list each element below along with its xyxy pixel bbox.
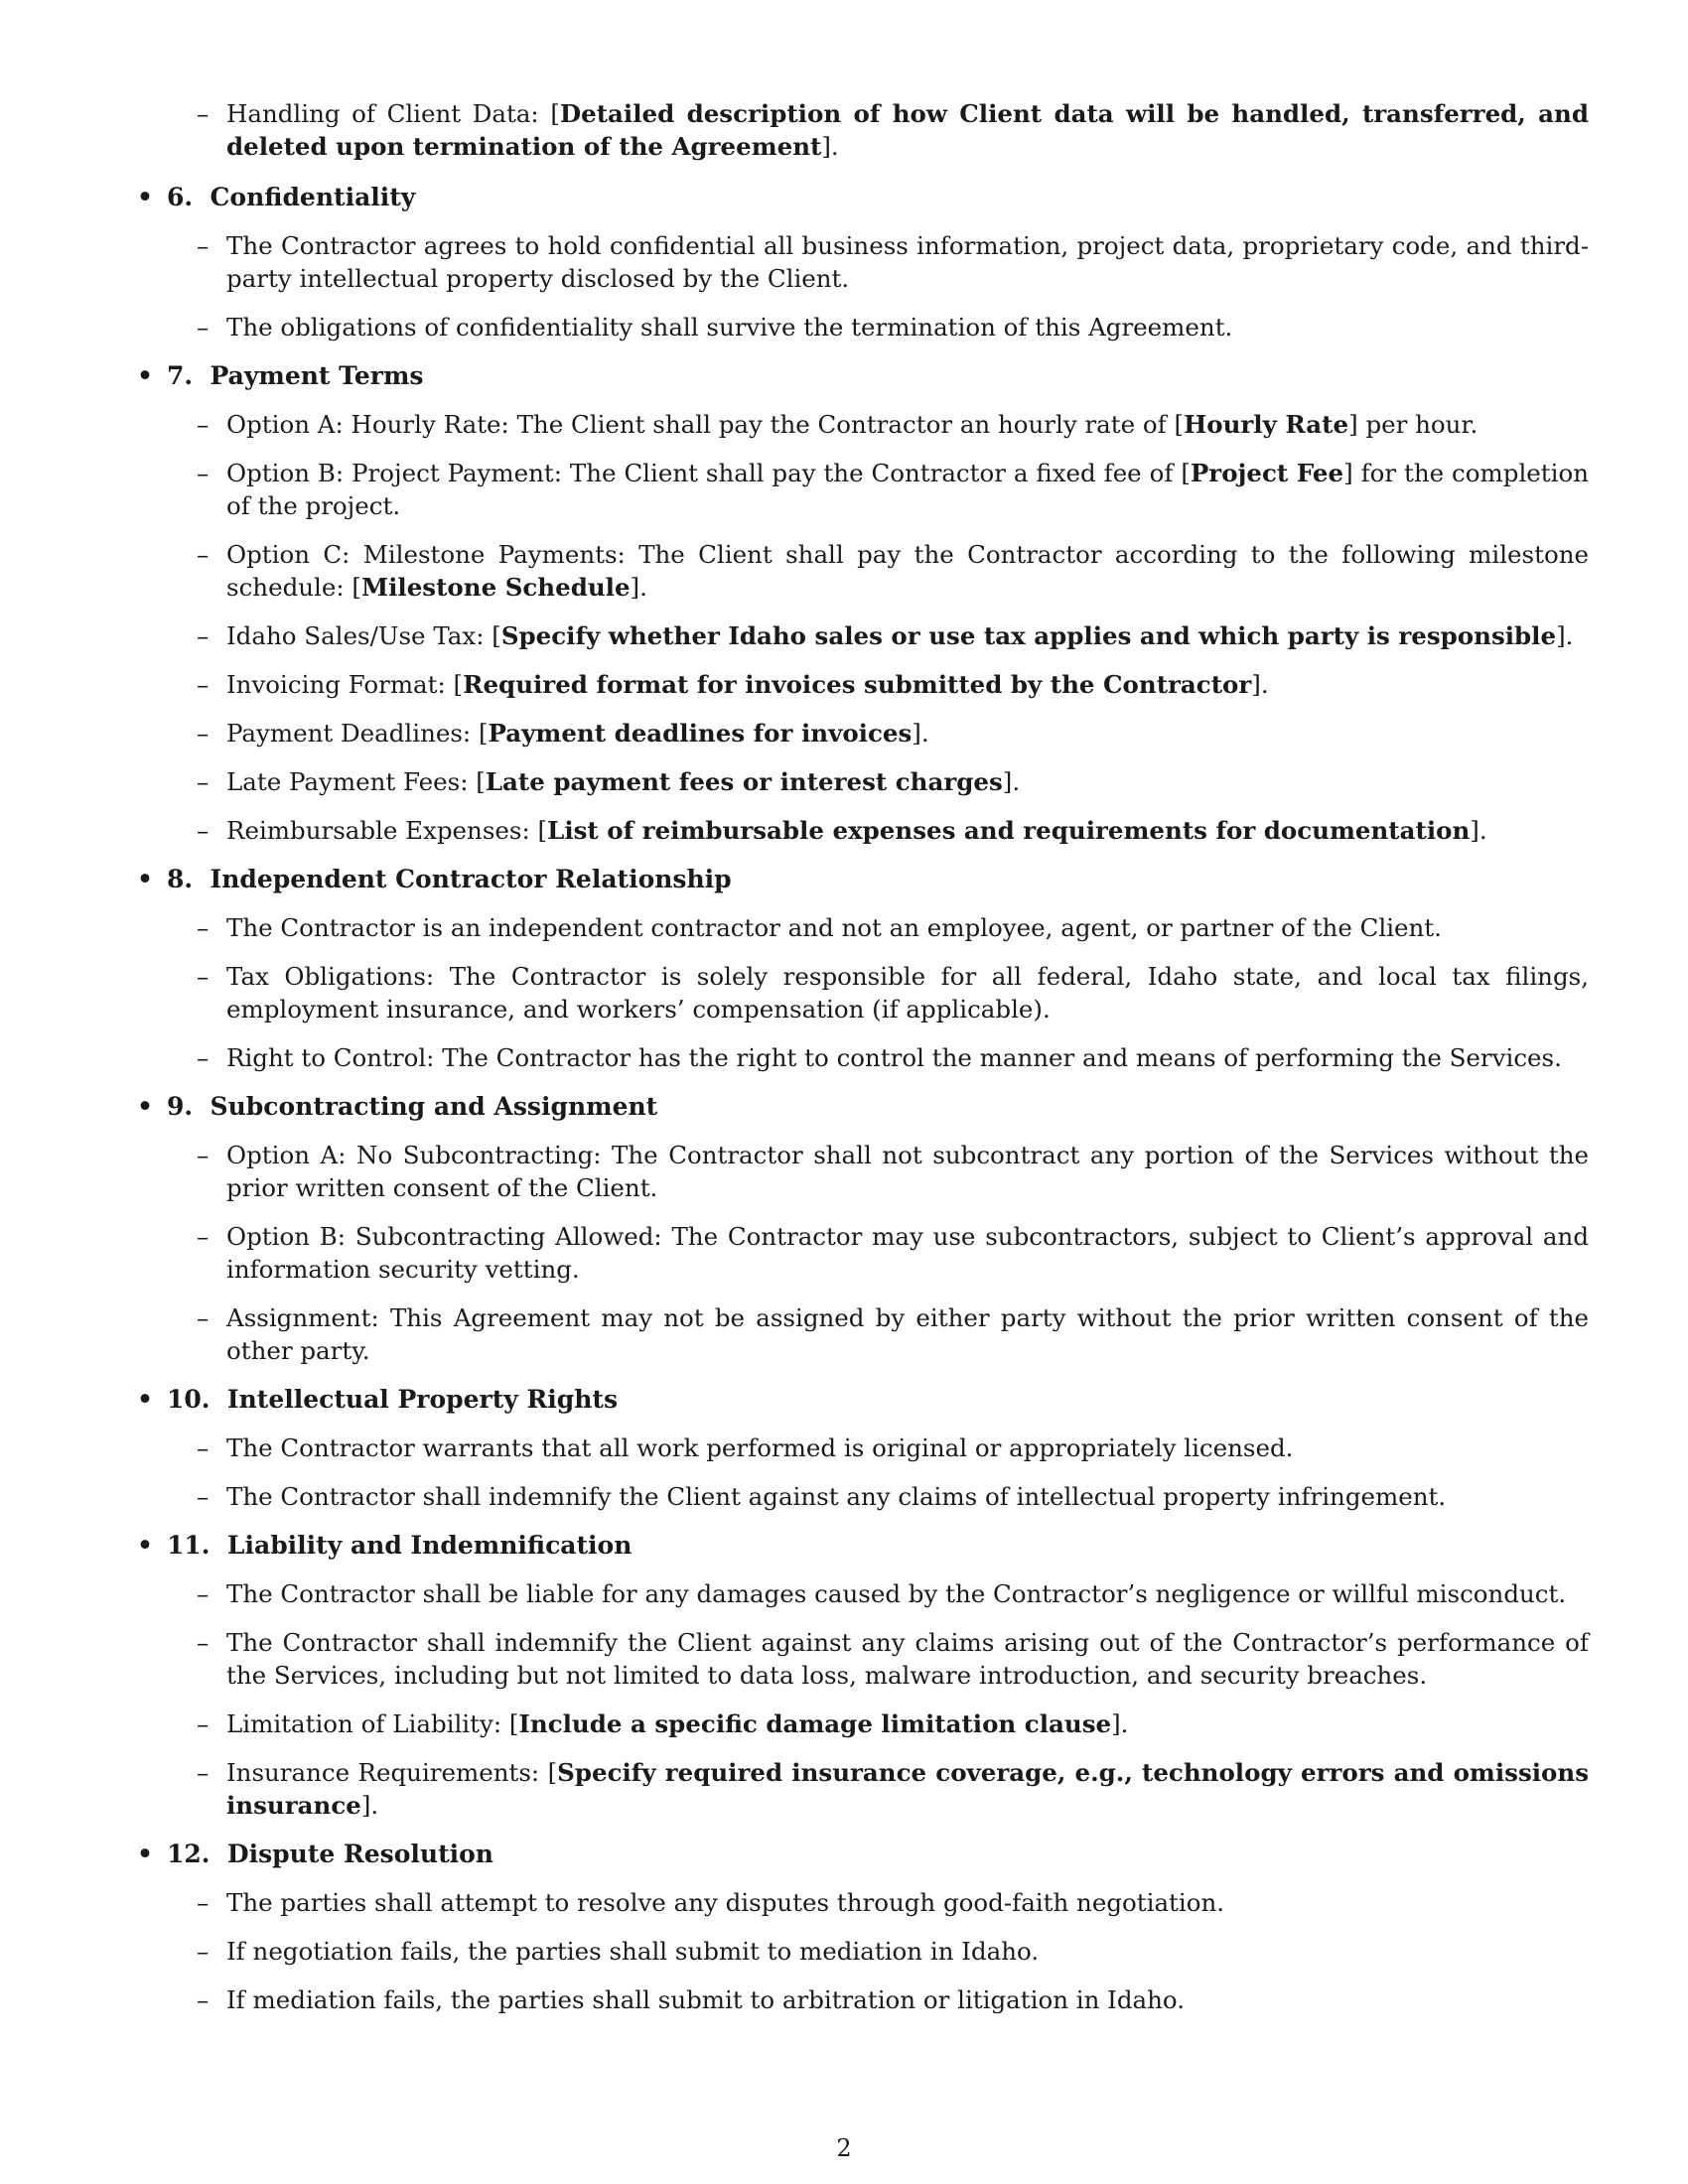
clause-placeholder: Project Fee — [1190, 459, 1344, 487]
clause-item — [137, 457, 1589, 522]
clause-item — [137, 229, 1589, 295]
section-heading — [137, 1383, 1589, 1416]
dash-marker: – — [197, 816, 210, 845]
dash-marker: – — [197, 231, 210, 260]
clause-item — [137, 960, 1589, 1025]
section-heading — [137, 1090, 1589, 1123]
clause-text-end: ]. — [1111, 1709, 1129, 1738]
dash-marker: – — [197, 1937, 210, 1966]
bullet-marker: • — [137, 361, 153, 390]
section-7 — [137, 359, 1589, 847]
clause-item — [137, 814, 1589, 847]
dash-marker: – — [197, 1222, 210, 1251]
section-6 — [137, 181, 1589, 343]
clause-placeholder: Required format for invoices submitted by the Contractor — [463, 670, 1252, 699]
dash-marker: – — [197, 767, 210, 796]
handling-client-data-item: – Handling of Client Data: [Detailed description of how Client data will be handled, transferred, and deleted upon termination of the Agreement]. — [197, 99, 1590, 161]
dash-marker: – — [197, 540, 210, 569]
clause-text: Option B: Subcontracting Allowed: The Contractor may use subcontractors, subject to Client’s approval and information security vetting. — [226, 1222, 1589, 1284]
item-placeholder: Detailed description of how Client data will be handled, transferred, and deleted upon termination of the Agreement — [226, 99, 1590, 161]
clause-text: Assignment: This Agreement may not be assigned by either party without the prior written consent of the other party. — [226, 1303, 1589, 1365]
clause-placeholder: List of reimbursable expenses and requirements for documentation — [547, 816, 1471, 845]
clause-item — [137, 668, 1589, 701]
clause-placeholder: Late payment fees or interest charges — [485, 767, 1003, 796]
dash-marker: – — [197, 1985, 210, 2014]
section-number: 6. — [167, 183, 194, 211]
clause-item — [137, 1707, 1589, 1740]
section-8 — [137, 863, 1589, 1074]
clause-item — [137, 311, 1589, 343]
dash-marker: – — [197, 1303, 210, 1332]
clause-text: The Contractor shall indemnify the Client against any claims arising out of the Contractor’s performance of the Services, including but not limited to data loss, malware introduction, and security breaches. — [226, 1628, 1589, 1690]
clause-item — [137, 1935, 1589, 1968]
clause-text: Option A: No Subcontracting: The Contractor shall not subcontract any portion of the Services without the prior written consent of the Client. — [226, 1141, 1589, 1202]
section-number: 10. — [167, 1385, 211, 1414]
dash-marker: – — [197, 313, 210, 341]
clause-item — [137, 1756, 1589, 1822]
clause-item — [137, 408, 1589, 441]
sections-list — [137, 181, 1589, 2016]
section-title: Payment Terms — [210, 361, 424, 390]
section-number: 7. — [167, 361, 194, 390]
section-heading — [137, 863, 1589, 895]
clause-text: The obligations of confidentiality shall survive the termination of this Agreement. — [226, 313, 1233, 341]
bullet-marker: • — [137, 183, 153, 211]
dash-marker: – — [197, 1628, 210, 1657]
dash-marker: – — [197, 621, 210, 650]
clause-text-end: ] per hour. — [1348, 410, 1478, 439]
clause-text: The Contractor agrees to hold confidential all business information, project data, proprietary code, and third-party intellectual property disclosed by the Client. — [226, 231, 1589, 293]
clause-text: Invoicing Format: [ — [226, 670, 464, 699]
clause-text-end: ] for the completion of the project. — [226, 459, 1589, 520]
dash-marker: – — [197, 670, 210, 699]
clause-item — [137, 1626, 1589, 1692]
section-title: Subcontracting and Assignment — [210, 1092, 658, 1121]
clause-text: Option A: Hourly Rate: The Client shall pay the Contractor an hourly rate of [ — [226, 410, 1185, 439]
dash-marker: – — [197, 1433, 210, 1462]
section-heading — [137, 359, 1589, 392]
section-11 — [137, 1529, 1589, 1822]
dash-marker: – — [197, 913, 210, 942]
clause-item — [137, 911, 1589, 944]
page-number: 2 — [836, 2134, 852, 2162]
item-label: Handling of Client Data: — [226, 99, 539, 128]
dash-marker: – — [197, 1888, 210, 1917]
clause-text: The parties shall attempt to resolve any disputes through good-faith negotiation. — [226, 1888, 1225, 1917]
section-number: 9. — [167, 1092, 194, 1121]
dash-marker: – — [197, 410, 210, 439]
section-number: 11. — [167, 1531, 211, 1560]
dash-marker: – — [197, 1482, 210, 1511]
clause-item — [137, 619, 1589, 652]
clause-placeholder: Specify required insurance coverage, e.g., technology errors and omissions insurance — [226, 1758, 1589, 1820]
dash-marker: – — [197, 719, 210, 748]
clause-text: Payment Deadlines: [ — [226, 719, 489, 748]
clause-item — [137, 538, 1589, 604]
clause-text-end: ]. — [1002, 767, 1021, 796]
clause-placeholder: Specify whether Idaho sales or use tax applies and which party is responsible — [500, 621, 1557, 650]
bullet-marker: • — [137, 1385, 153, 1414]
dash-marker: – — [197, 459, 210, 487]
clause-item — [137, 1432, 1589, 1464]
dash-marker: – — [197, 1141, 210, 1169]
section-number: 12. — [167, 1840, 211, 1868]
section-title: Confidentiality — [210, 183, 416, 211]
clause-text: If mediation fails, the parties shall submit to arbitration or litigation in Idaho. — [226, 1985, 1186, 2014]
clause-text-end: ]. — [1556, 621, 1574, 650]
section-9 — [137, 1090, 1589, 1367]
section-title: Liability and Indemnification — [226, 1531, 633, 1560]
clause-item — [137, 1139, 1589, 1204]
bullet-marker: • — [137, 1531, 153, 1560]
document-body — [137, 97, 1589, 2032]
dash-marker: – — [197, 1709, 210, 1738]
clause-item — [137, 1983, 1589, 2016]
clause-placeholder: Milestone Schedule — [360, 573, 631, 602]
clause-text-end: ]. — [630, 573, 647, 602]
clause-text: Insurance Requirements: [ — [226, 1758, 558, 1787]
clause-text: Option B: Project Payment: The Client shall pay the Contractor a fixed fee of [ — [226, 459, 1191, 487]
clause-text: If negotiation fails, the parties shall submit to mediation in Idaho. — [226, 1937, 1040, 1966]
section-heading — [137, 1529, 1589, 1562]
clause-placeholder: Hourly Rate — [1184, 410, 1349, 439]
bullet-marker: • — [137, 865, 153, 893]
section-heading — [137, 181, 1589, 213]
clause-item — [137, 1886, 1589, 1919]
clause-placeholder: Include a specific damage limitation clause — [518, 1709, 1112, 1738]
section-title: Dispute Resolution — [226, 1840, 493, 1868]
section-title: Independent Contractor Relationship — [210, 865, 732, 893]
clause-text: Reimbursable Expenses: [ — [226, 816, 548, 845]
clause-text: The Contractor is an independent contractor and not an employee, agent, or partner of the Client. — [226, 913, 1442, 942]
clause-item — [137, 1301, 1589, 1367]
clause-placeholder: Payment deadlines for invoices — [488, 719, 913, 748]
clause-text-end: ]. — [1470, 816, 1487, 845]
clause-text: The Contractor warrants that all work performed is original or appropriately licensed. — [226, 1433, 1294, 1462]
dash-marker: – — [197, 99, 210, 128]
clause-text-end: ]. — [912, 719, 929, 748]
clause-item — [137, 1480, 1589, 1513]
section-10 — [137, 1383, 1589, 1513]
dash-marker: – — [197, 1043, 210, 1072]
clause-text: Option C: Milestone Payments: The Client shall pay the Contractor according to the following milestone schedule: [ — [226, 540, 1589, 602]
clause-text: The Contractor shall be liable for any damages caused by the Contractor’s negligence or willful misconduct. — [226, 1579, 1567, 1608]
section-number: 8. — [167, 865, 194, 893]
dash-marker: – — [197, 1758, 210, 1787]
clause-item — [137, 1041, 1589, 1074]
section-12 — [137, 1838, 1589, 2016]
section-title: Intellectual Property Rights — [226, 1385, 619, 1414]
section-heading — [137, 1838, 1589, 1870]
clause-text: Tax Obligations: The Contractor is solely responsible for all federal, Idaho state, and local tax filings, employment insurance, and workers’ compensation (if applicable). — [226, 962, 1589, 1024]
clause-item — [137, 765, 1589, 798]
bullet-marker: • — [137, 1840, 153, 1868]
bullet-marker: • — [137, 1092, 153, 1121]
clause-text: Right to Control: The Contractor has the right to control the manner and means of performing the Services. — [226, 1043, 1562, 1072]
clause-item — [137, 1220, 1589, 1286]
clause-item — [137, 717, 1589, 750]
clause-text-end: ]. — [360, 1791, 379, 1820]
clause-text-end: ]. — [1251, 670, 1269, 699]
dash-marker: – — [197, 962, 210, 991]
clause-text: Late Payment Fees: [ — [226, 767, 486, 796]
dash-marker: – — [197, 1579, 210, 1608]
clause-text: Limitation of Liability: [ — [226, 1709, 519, 1738]
clause-item — [137, 1577, 1589, 1610]
clause-text: Idaho Sales/Use Tax: [ — [226, 621, 501, 650]
clause-text: The Contractor shall indemnify the Client against any claims of intellectual property infringement. — [226, 1482, 1447, 1511]
